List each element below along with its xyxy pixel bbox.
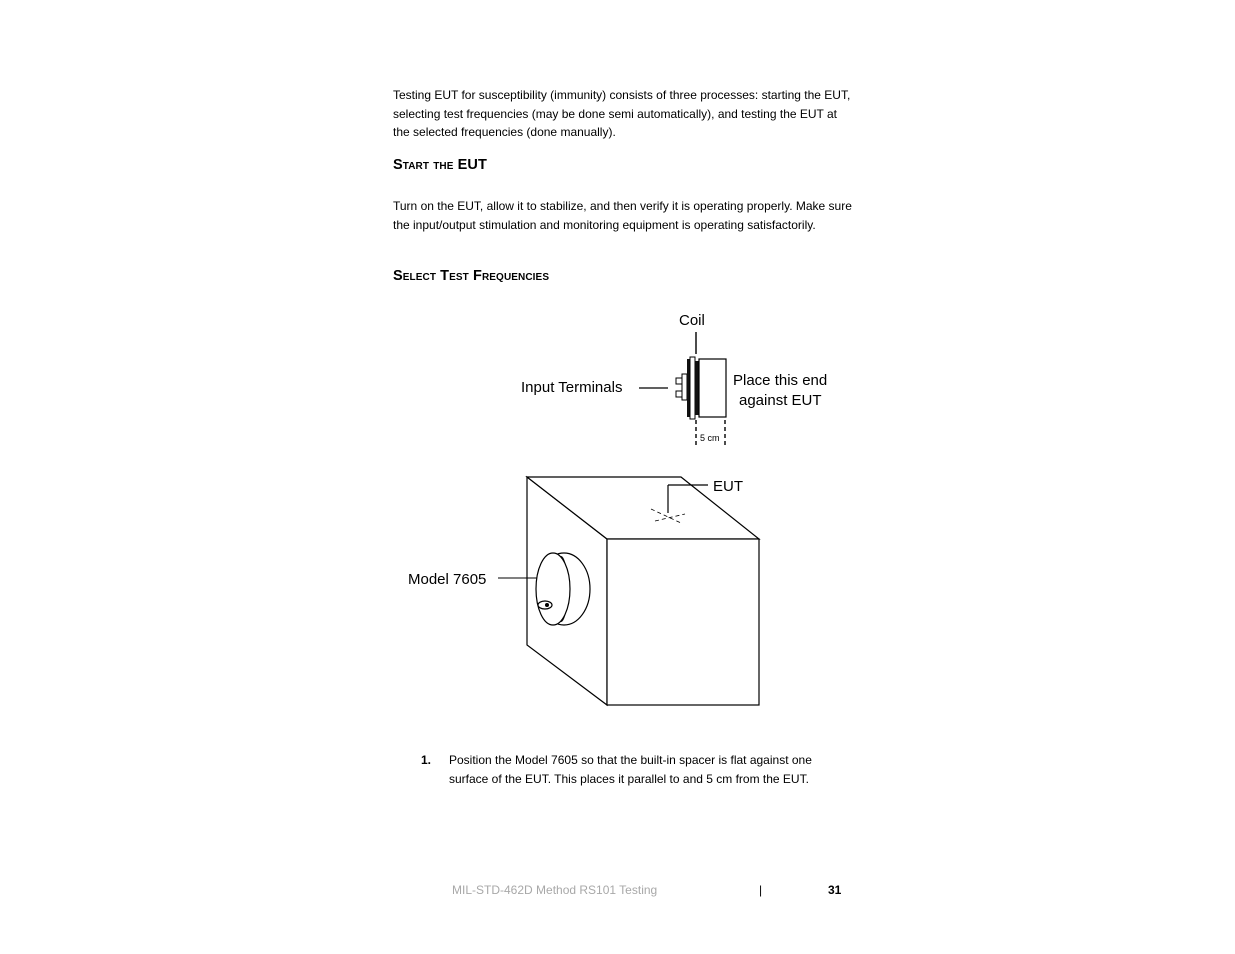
place-end-label-line2: against EUT <box>739 392 822 409</box>
eut-box-front-face <box>607 539 759 705</box>
coil-label: Coil <box>679 312 705 329</box>
coil-terminal-dot <box>545 603 549 607</box>
coil-spacer <box>699 359 726 417</box>
input-terminals-label: Input Terminals <box>521 379 623 396</box>
terminal-block <box>682 374 687 400</box>
place-end-label-line1: Place this end <box>733 372 828 389</box>
footer-title: MIL-STD-462D Method RS101 Testing <box>452 883 658 897</box>
start-eut-paragraph: Turn on the EUT, allow it to stabilize, and then verify it is operating properly. Make sure the input/output stimulation and monitoring equipment is operating satisfactorily. <box>393 199 852 232</box>
step-number: 1. <box>421 753 432 767</box>
page-number: 31 <box>828 883 842 897</box>
input-terminal-top <box>676 378 682 384</box>
section-heading-select-frequencies: Select Test Frequencies <box>393 268 550 284</box>
coil-side-view <box>521 312 827 446</box>
step-text: Position the Model 7605 so that the built-in spacer is flat against one surface of the EUT. This places it parallel to and 5 cm from the EUT. <box>449 753 812 786</box>
spacing-label: 5 cm <box>700 433 720 443</box>
model-label: Model 7605 <box>408 571 487 588</box>
footer-separator: | <box>759 883 763 897</box>
section-heading-start-eut: Start the EUT <box>393 157 487 173</box>
coil-face <box>536 553 570 625</box>
eut-box-view <box>408 477 759 705</box>
input-terminal-bottom <box>676 391 682 397</box>
intro-paragraph: Testing EUT for susceptibility (immunity) consists of three processes: starting the EUT, selecting test frequencies (may be done semi automatically), and testing the EUT at the selected frequencies (done manually). <box>393 88 851 140</box>
eut-label: EUT <box>713 478 743 495</box>
coil-form <box>690 357 695 419</box>
